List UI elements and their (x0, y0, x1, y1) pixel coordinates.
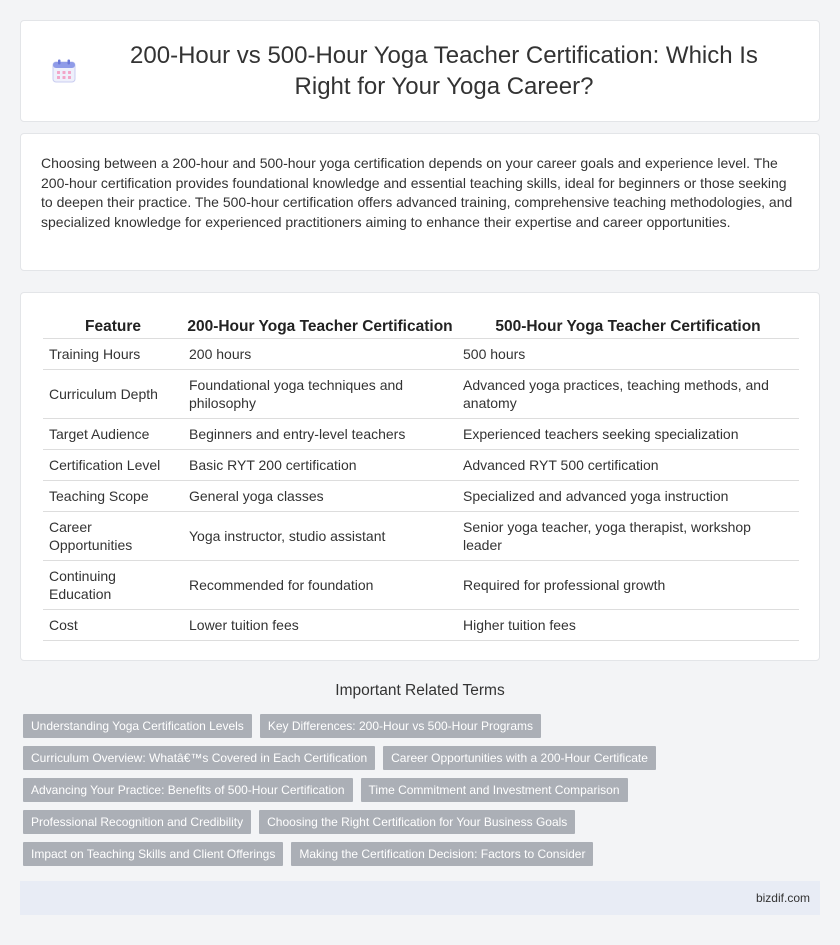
table-cell-feature: Certification Level (43, 450, 183, 481)
table-cell-500: Experienced teachers seeking specialization (457, 419, 799, 450)
table-cell-feature: Continuing Education (43, 561, 183, 610)
comparison-table (43, 315, 799, 641)
table-row (43, 610, 799, 641)
related-term-tag[interactable]: Impact on Teaching Skills and Client Offerings (23, 842, 283, 866)
table-cell-200: General yoga classes (183, 481, 457, 512)
table-row (43, 339, 799, 370)
table-row (43, 419, 799, 450)
table-cell-500: Higher tuition fees (457, 610, 799, 641)
comparison-card (20, 292, 820, 661)
table-cell-500: Specialized and advanced yoga instruction (457, 481, 799, 512)
table-cell-500: Advanced RYT 500 certification (457, 450, 799, 481)
table-cell-200: Recommended for foundation (183, 561, 457, 610)
footer-site-link[interactable]: bizdif.com (755, 891, 810, 905)
table-row (43, 481, 799, 512)
header-200-hour: 200-Hour Yoga Teacher Certification (183, 315, 457, 339)
table-cell-feature: Target Audience (43, 419, 183, 450)
header-feature: Feature (43, 315, 183, 339)
table-row (43, 450, 799, 481)
table-header-row (43, 315, 799, 339)
table-cell-feature: Career Opportunities (43, 512, 183, 561)
table-cell-feature: Teaching Scope (43, 481, 183, 512)
related-term-tag[interactable]: Time Commitment and Investment Comparison (361, 778, 628, 802)
related-term-tag[interactable]: Advancing Your Practice: Benefits of 500-Hour Certification (23, 778, 353, 802)
table-cell-500: Advanced yoga practices, teaching methods, and anatomy (457, 370, 799, 419)
table-cell-200: Basic RYT 200 certification (183, 450, 457, 481)
page-title: 200-Hour vs 500-Hour Yoga Teacher Certification: Which Is Right for Your Yoga Career? (130, 42, 758, 100)
related-term-tag[interactable]: Professional Recognition and Credibility (23, 810, 251, 834)
header-500-hour: 500-Hour Yoga Teacher Certification (457, 315, 799, 339)
table-row (43, 370, 799, 419)
intro-card (20, 133, 820, 271)
table-cell-200: Beginners and entry-level teachers (183, 419, 457, 450)
table-cell-200: Yoga instructor, studio assistant (183, 512, 457, 561)
table-cell-200: 200 hours (183, 339, 457, 370)
related-term-tag[interactable]: Curriculum Overview: Whatâ€™s Covered in Each Certification (23, 746, 375, 770)
related-term-tag[interactable]: Understanding Yoga Certification Levels (23, 714, 252, 738)
table-cell-200: Lower tuition fees (183, 610, 457, 641)
related-term-tag[interactable]: Making the Certification Decision: Factors to Consider (291, 842, 593, 866)
related-terms-heading: Important Related Terms (335, 682, 505, 699)
table-row (43, 512, 799, 561)
table-row (43, 561, 799, 610)
table-cell-feature: Training Hours (43, 339, 183, 370)
related-term-tag[interactable]: Choosing the Right Certification for Your Business Goals (259, 810, 575, 834)
title-card (20, 20, 820, 122)
table-cell-500: 500 hours (457, 339, 799, 370)
related-terms-list (23, 714, 823, 874)
intro-paragraph: Choosing between a 200-hour and 500-hour yoga certification depends on your career goals and experience level. The 200-hour certification provides foundational knowledge and essential teaching skills, ideal for beginners or those seeking to deepen their practice. The 500-hour certification offers advanced training, comprehensive teaching methodologies, and specialized knowledge for experienced practitioners aiming to enhance their expertise and career opportunities. (41, 155, 793, 230)
calendar-icon (51, 58, 77, 84)
table-cell-500: Required for professional growth (457, 561, 799, 610)
related-term-tag[interactable]: Key Differences: 200-Hour vs 500-Hour Programs (260, 714, 541, 738)
footer (20, 881, 820, 915)
table-cell-feature: Cost (43, 610, 183, 641)
table-cell-feature: Curriculum Depth (43, 370, 183, 419)
related-term-tag[interactable]: Career Opportunities with a 200-Hour Certificate (383, 746, 656, 770)
table-cell-200: Foundational yoga techniques and philosophy (183, 370, 457, 419)
table-cell-500: Senior yoga teacher, yoga therapist, workshop leader (457, 512, 799, 561)
